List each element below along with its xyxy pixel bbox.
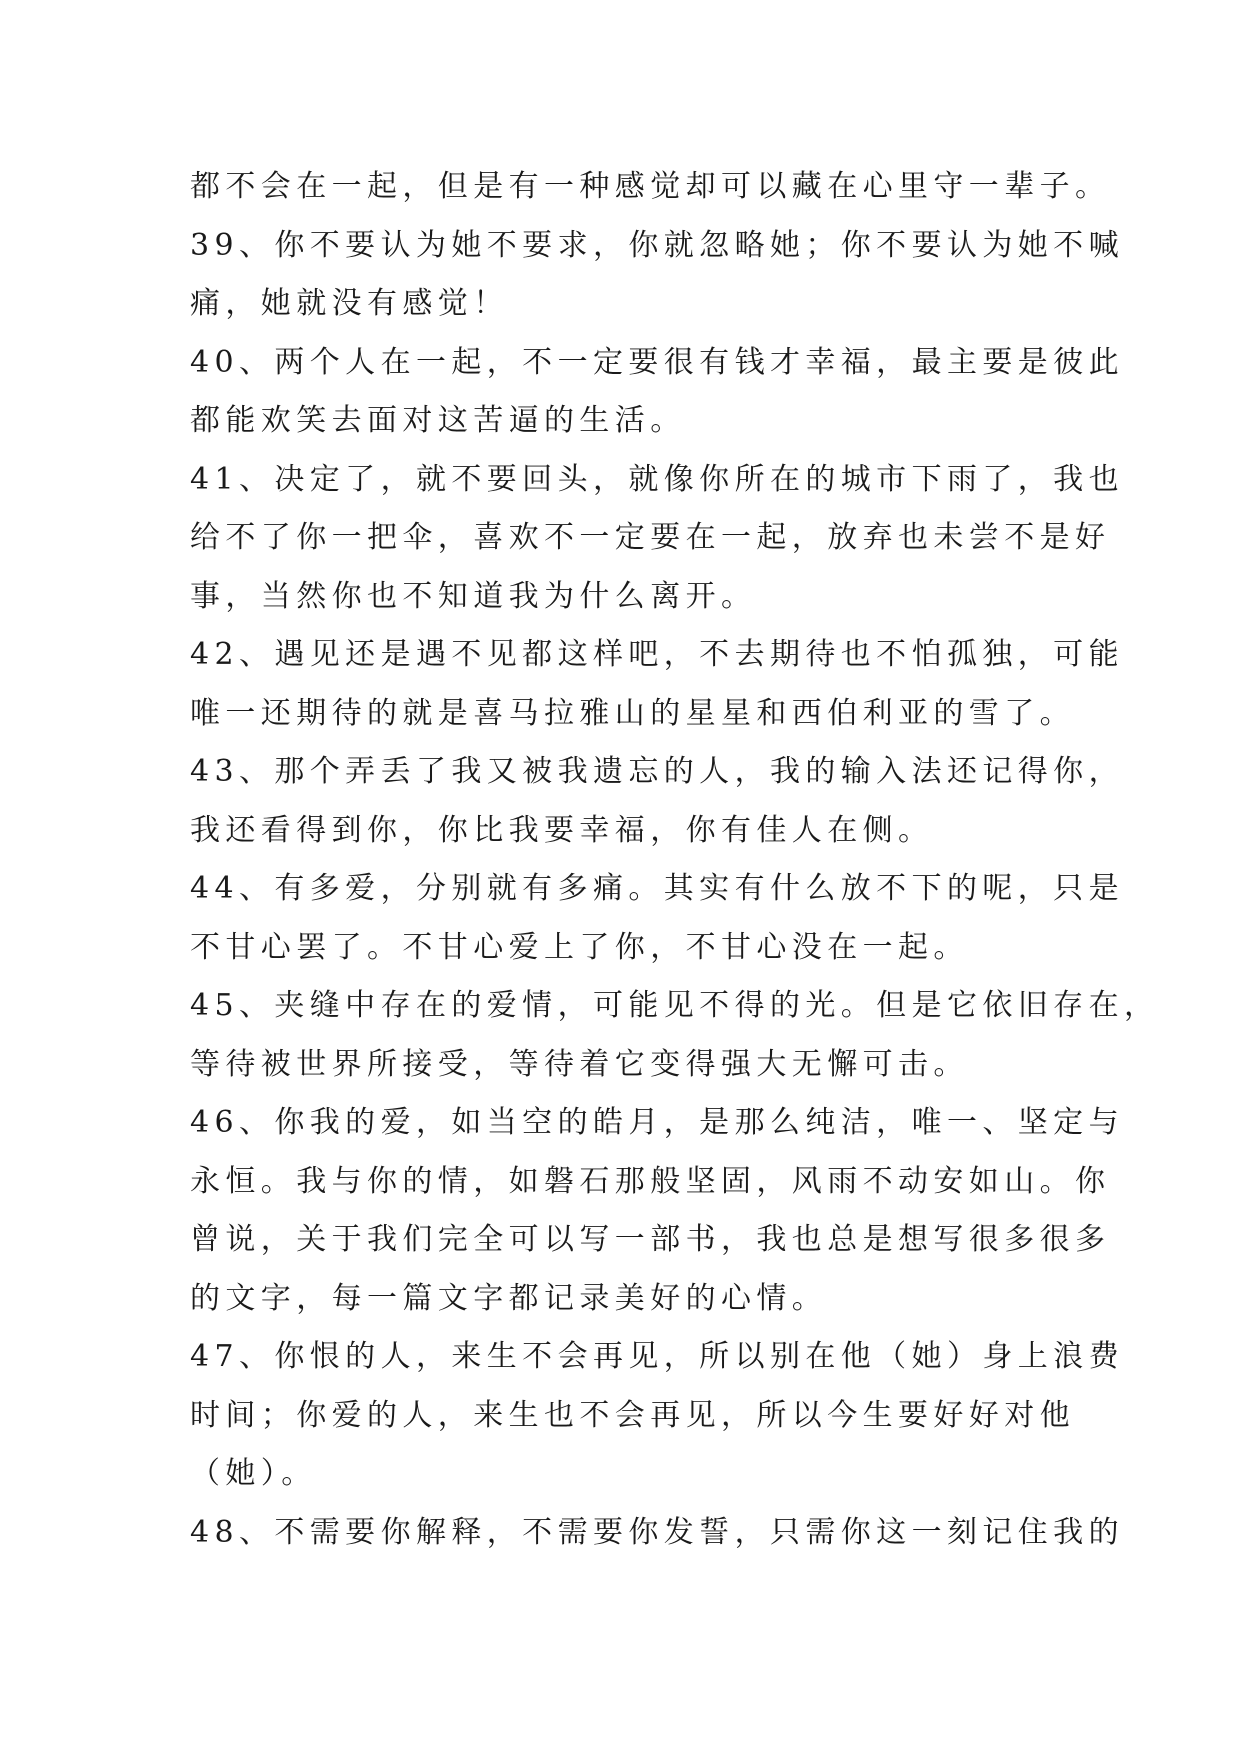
- text-line: 痛，她就没有感觉！: [190, 286, 509, 321]
- body-text: [190, 158, 1160, 1562]
- text-line: 41、决定了，就不要回头，就像你所在的城市下雨了，我也: [190, 461, 1124, 497]
- text-line: 等待被世界所接受，等待着它变得强大无懈可击。: [190, 1046, 969, 1082]
- text-line: 唯一还期待的就是喜马拉雅山的星星和西伯利亚的雪了。: [190, 695, 1075, 731]
- text-line: 不甘心罢了。不甘心爱上了你，不甘心没在一起。: [190, 929, 969, 965]
- text-line: 46、你我的爱，如当空的皓月，是那么纯洁，唯一、坚定与: [190, 1105, 1124, 1140]
- text-line: （她）。: [190, 1456, 317, 1491]
- text-line: 44、有多爱，分别就有多痛。其实有什么放不下的呢，只是: [190, 871, 1124, 906]
- text-line: 都能欢笑去面对这苦逼的生活。: [190, 403, 686, 438]
- text-line: 47、你恨的人，来生不会再见，所以别在他（她）身上浪费: [190, 1339, 1124, 1374]
- text-line: 时间；你爱的人，来生也不会再见，所以今生要好好对他: [190, 1397, 1075, 1433]
- text-line: 我还看得到你，你比我要幸福，你有佳人在侧。: [190, 812, 934, 848]
- text-line: 给不了你一把伞，喜欢不一定要在一起，放弃也未尝不是好: [190, 520, 1111, 555]
- text-line: 48、不需要你解释，不需要你发誓，只需你这一刻记住我的: [190, 1514, 1124, 1550]
- text-line: 事，当然你也不知道我为什么离开。: [190, 578, 757, 614]
- text-line: 40、两个人在一起，不一定要很有钱才幸福，最主要是彼此: [190, 344, 1124, 380]
- text-line: 永恒。我与你的情，如磐石那般坚固，风雨不动安如山。你: [190, 1163, 1111, 1199]
- text-line: 的文字，每一篇文字都记录美好的心情。: [190, 1280, 828, 1316]
- text-line: 42、遇见还是遇不见都这样吧，不去期待也不怕孤独，可能: [190, 637, 1124, 672]
- text-line: 39、你不要认为她不要求，你就忽略她；你不要认为她不喊: [190, 227, 1124, 263]
- text-line: 都不会在一起，但是有一种感觉却可以藏在心里守一辈子。: [190, 169, 1111, 204]
- text-line: 曾说，关于我们完全可以写一部书，我也总是想写很多很多: [190, 1222, 1111, 1257]
- text-line: 43、那个弄丢了我又被我遗忘的人，我的输入法还记得你，: [190, 754, 1124, 789]
- text-line: 45、夹缝中存在的爱情，可能见不得的光。但是它依旧存在，: [190, 988, 1160, 1023]
